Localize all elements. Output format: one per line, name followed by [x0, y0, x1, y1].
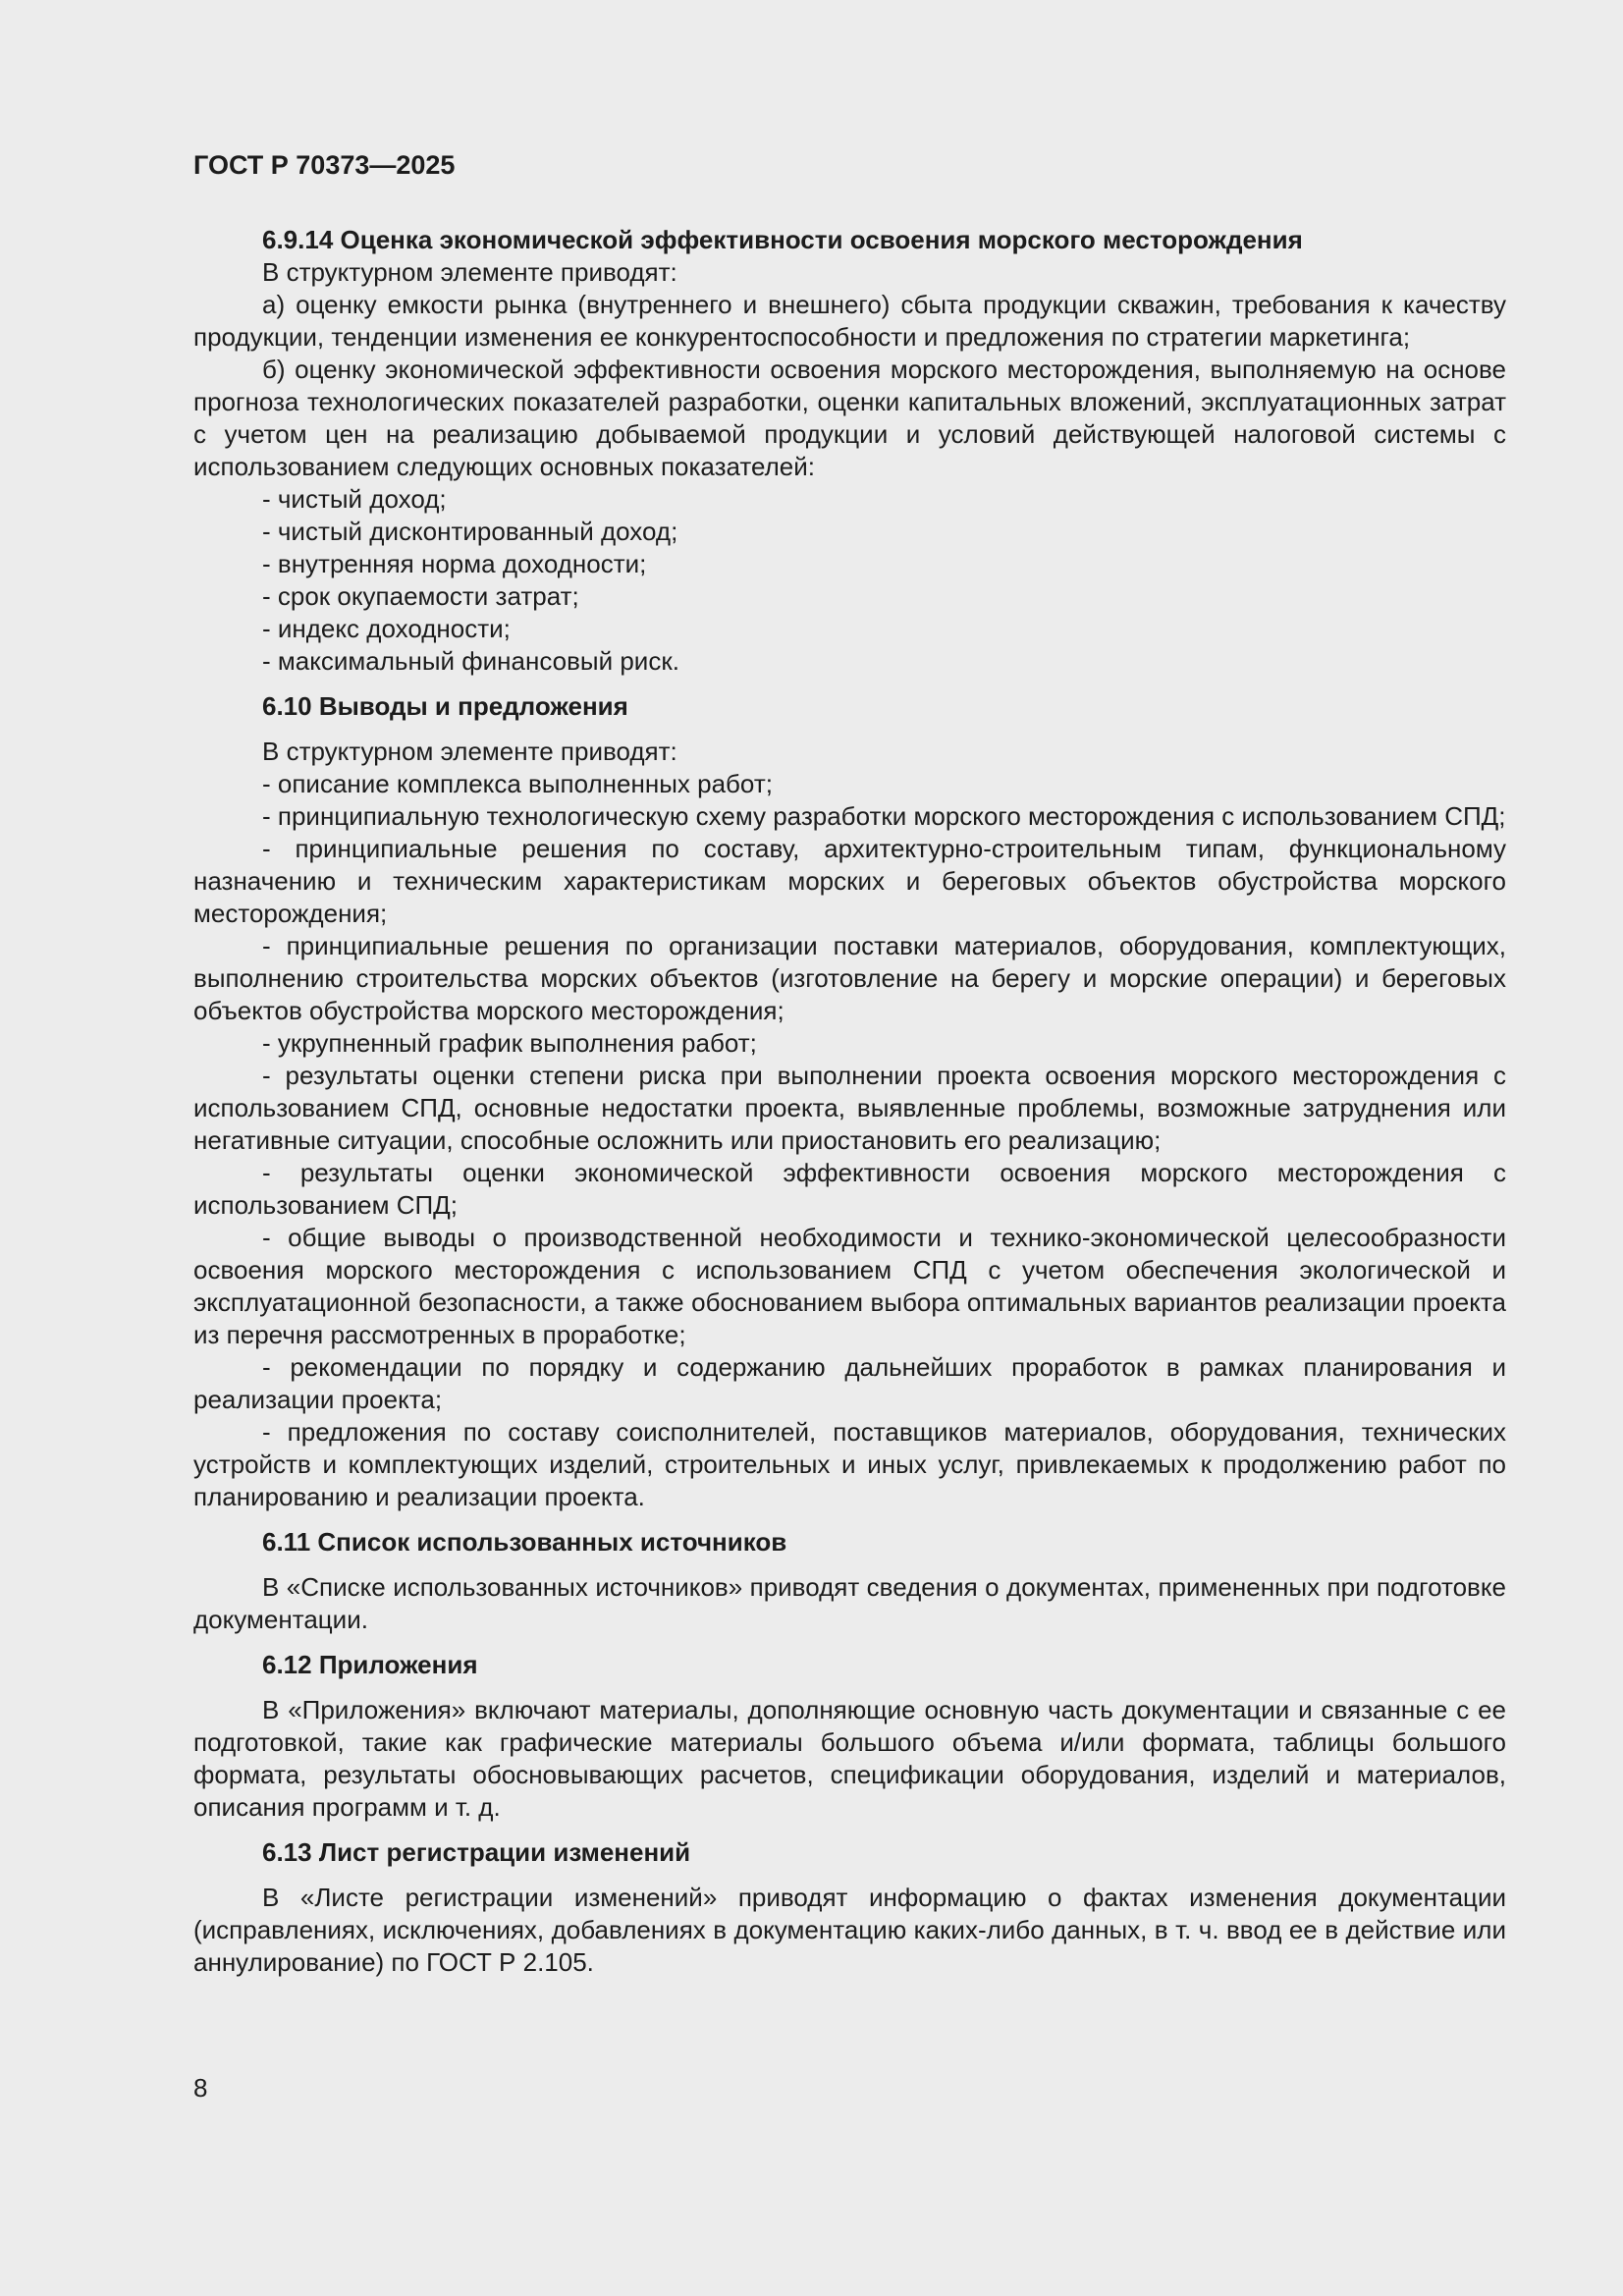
list-item: - рекомендации по порядку и содержанию дальнейших проработок в рамках планирования и реализации проекта; [193, 1352, 1506, 1414]
paragraph-b: б) оценку экономической эффективности освоения морского месторождения, выполняемую на основе прогноза технологических показателей разработки, оценки капитальных вложений, эксплуатационных затрат с учетом цен на реализацию добываемой продукции и условий действующей налоговой системы с использованием следующих основных показателей: [193, 355, 1506, 481]
list-item: - общие выводы о производственной необходимости и технико-экономической целесообразности освоения морского месторождения с использованием СПД с учетом обеспечения экологической и эксплуатационной безопасности, а также обоснованием выбора оптимальных вариантов реализации проекта из перечня рассмотренных в проработке; [193, 1223, 1506, 1349]
section-heading-6-11: 6.11 Список использованных источников [262, 1527, 787, 1557]
paragraph-a: а) оценку емкости рынка (внутреннего и внешнего) сбыта продукции скважин, требования к качеству продукции, тенденции изменения ее конкурентоспособности и предложения по стратегии маркетинга; [193, 290, 1506, 352]
document-header: ГОСТ Р 70373—2025 [193, 150, 456, 180]
list-item: - результаты оценки экономической эффективности освоения морского месторождения с использованием СПД; [193, 1158, 1506, 1220]
section-text: В «Приложения» включают материалы, дополняющие основную часть документации и связанные с ее подготовкой, такие как графические материалы большого объема и/или формата, таблицы большого формата, результаты обосновывающих расчетов, спецификации оборудования, изделий и материалов, описания программ и т. д. [193, 1695, 1506, 1822]
list-item: - срок окупаемости затрат; [262, 581, 579, 611]
list-item: - чистый доход; [262, 484, 447, 514]
list-item: - индекс доходности; [262, 614, 511, 643]
list-item: - принципиальные решения по составу, архитектурно-строительным типам, функциональному назначению и техническим характеристикам морских и береговых объектов обустройства морского месторождения; [193, 834, 1506, 928]
section-text: В «Листе регистрации изменений» приводят информацию о фактах изменения документации (исправлениях, исключениях, добавлениях в документацию каких-либо данных, в т. ч. ввод ее в действие или аннулирование) по ГОСТ Р 2.105. [193, 1883, 1506, 1977]
list-item: - максимальный финансовый риск. [262, 646, 679, 676]
section-text: В «Списке использованных источников» приводят сведения о документах, примененных при подготовке документации. [193, 1572, 1506, 1634]
list-item: - укрупненный график выполнения работ; [262, 1028, 757, 1058]
section-heading-6-10: 6.10 Выводы и предложения [262, 691, 628, 721]
list-item: - принципиальную технологическую схему разработки морского месторождения с использованием СПД; [262, 801, 1506, 831]
list-item: - предложения по составу соисполнителей, поставщиков материалов, оборудования, технических устройств и комплектующих изделий, строительных и иных услуг, привлекаемых к продолжению работ по планированию и реализации проекта. [193, 1417, 1506, 1511]
list-item: - результаты оценки степени риска при выполнении проекта освоения морского месторождения с использованием СПД, основные недостатки проекта, выявленные проблемы, возможные затруднения или негативные ситуации, способные осложнить или приостановить его реализацию; [193, 1061, 1506, 1155]
page-number: 8 [193, 2073, 208, 2103]
list-item: - чистый дисконтированный доход; [262, 517, 678, 546]
document-body [193, 224, 1506, 1979]
section-intro: В структурном элементе приводят: [262, 737, 677, 766]
section-intro: В структурном элементе приводят: [262, 257, 677, 287]
section-heading-6-12: 6.12 Приложения [262, 1650, 478, 1679]
list-item: - внутренняя норма доходности; [262, 549, 647, 578]
list-item: - описание комплекса выполненных работ; [262, 769, 773, 798]
list-item: - принципиальные решения по организации поставки материалов, оборудования, комплектующих, выполнению строительства морских объектов (изготовление на берегу и морские операции) и береговых объектов обустройства морского месторождения; [193, 931, 1506, 1025]
section-heading-6-13: 6.13 Лист регистрации изменений [262, 1837, 691, 1867]
section-heading-6-9-14: 6.9.14 Оценка экономической эффективности освоения морского месторождения [262, 225, 1303, 254]
